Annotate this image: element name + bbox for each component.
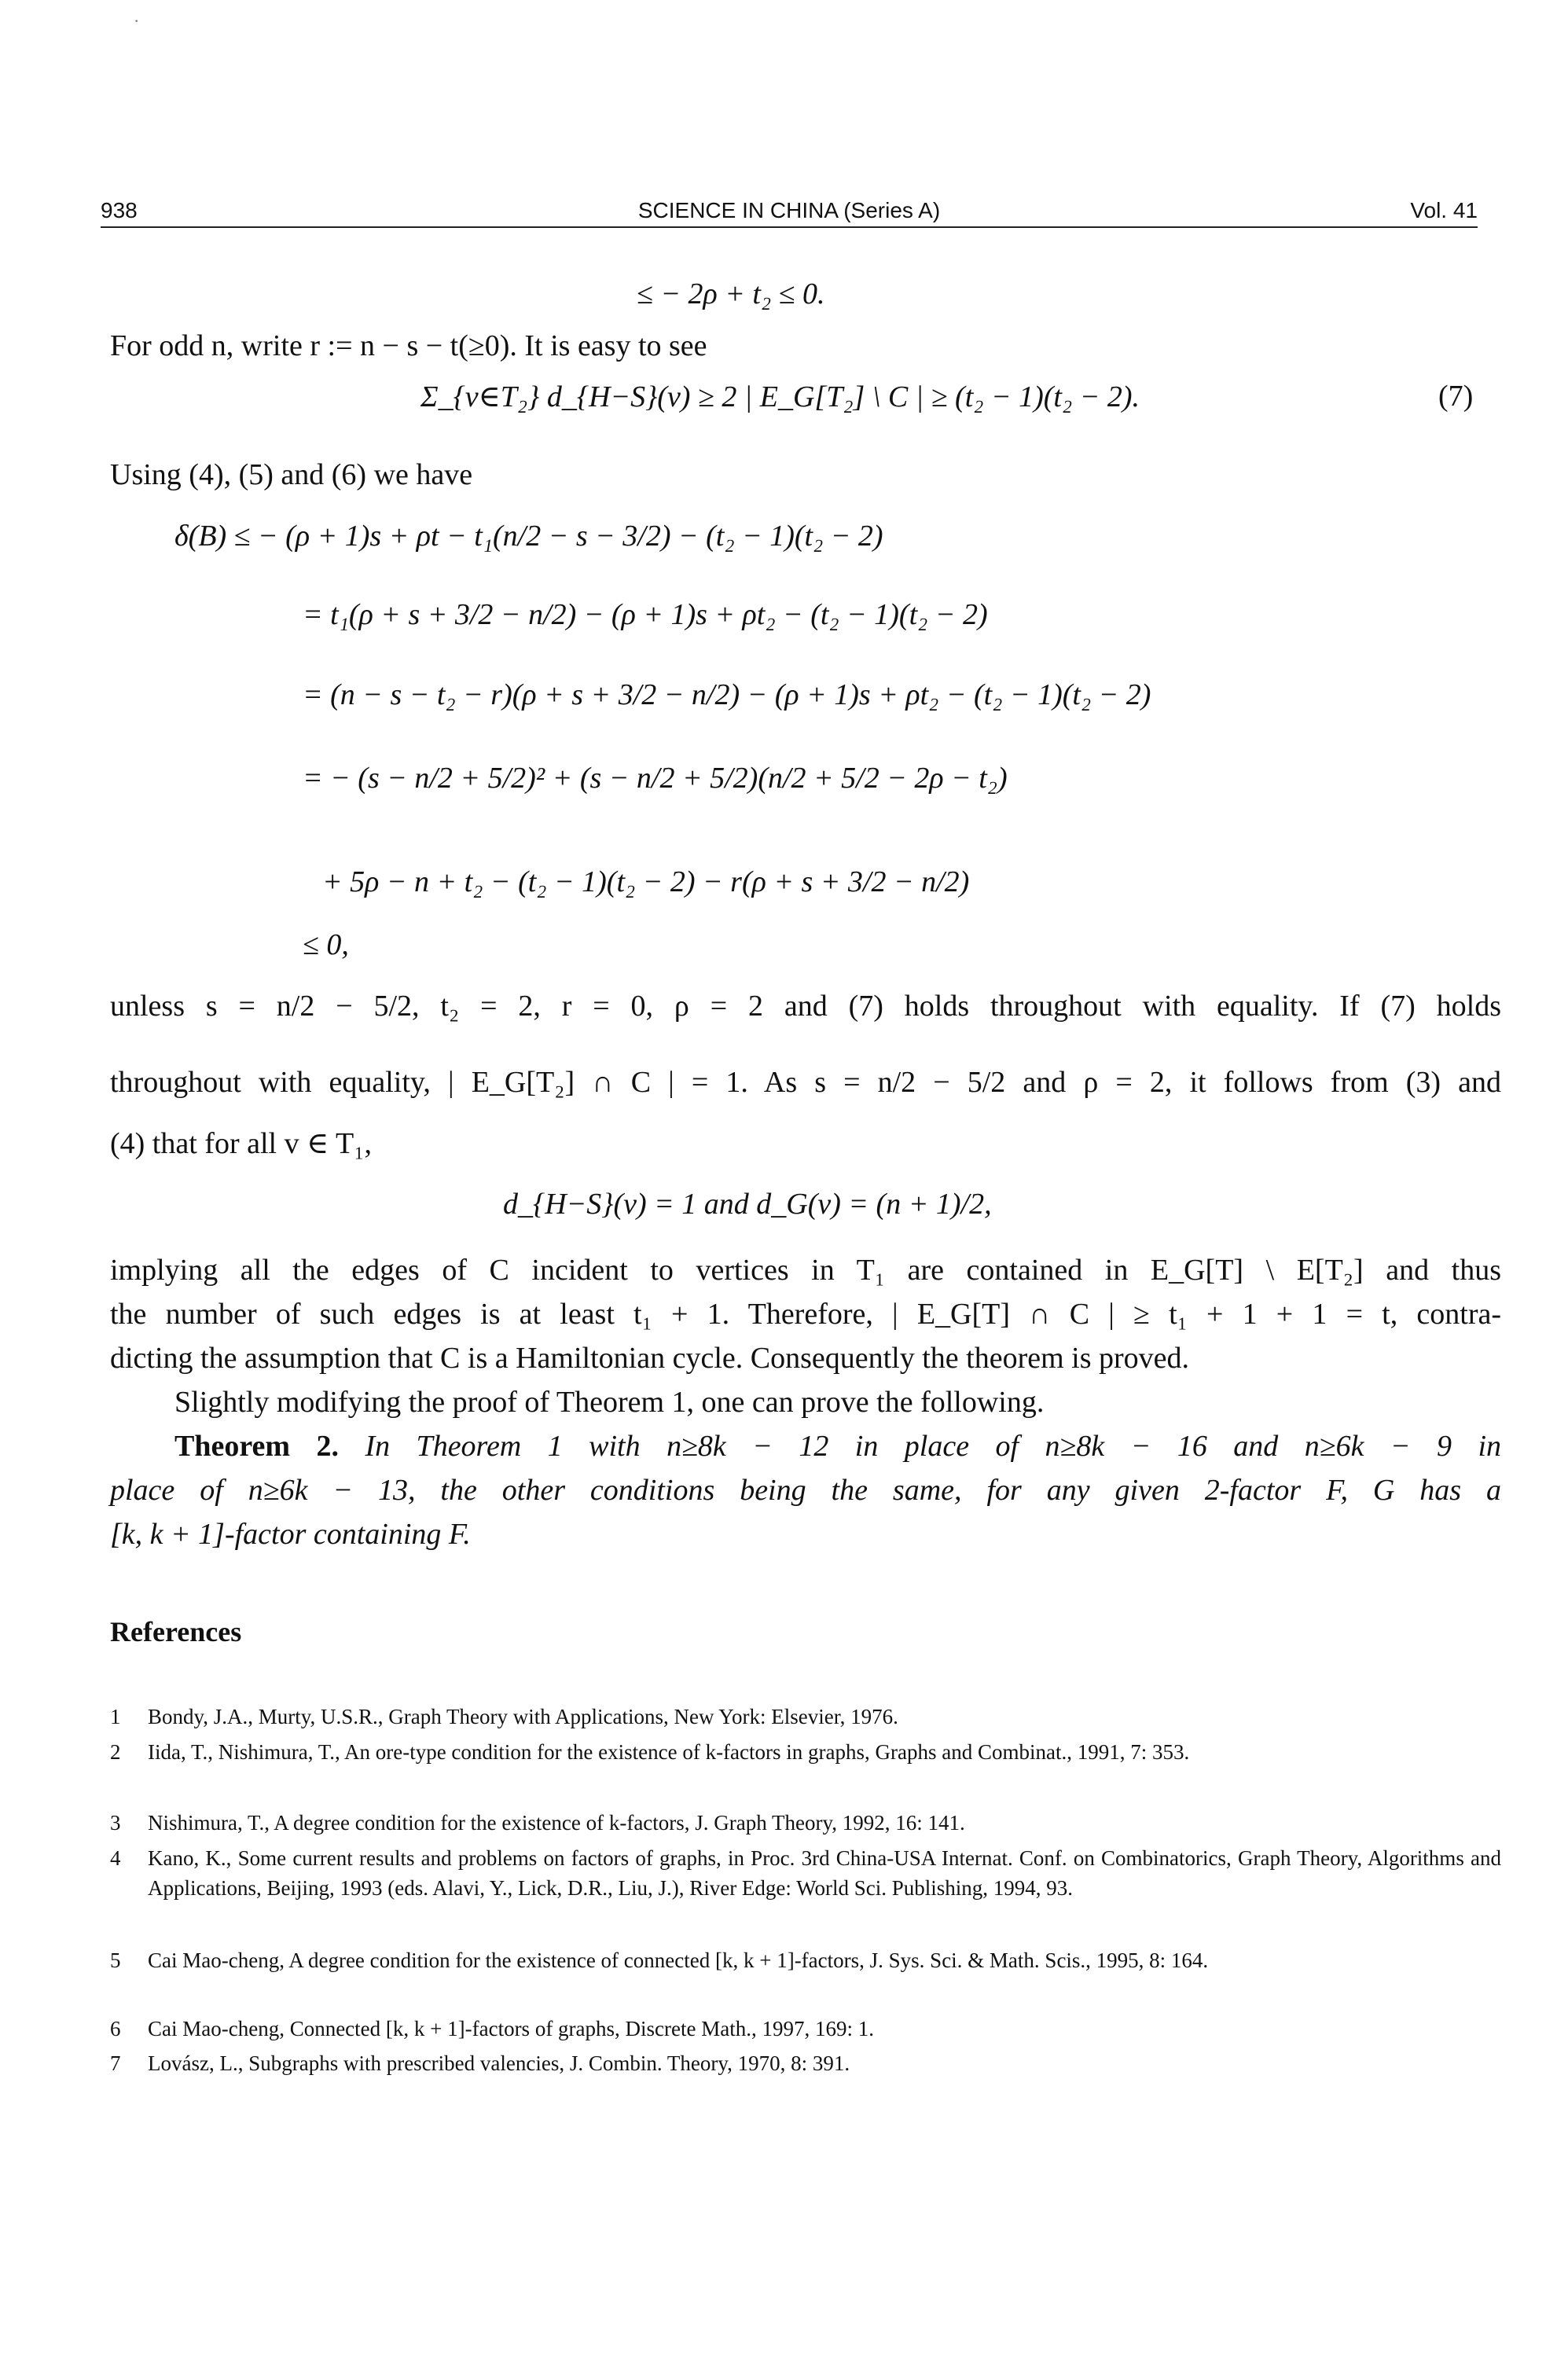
page-number: 938: [101, 198, 138, 222]
reference-text: Cai Mao-cheng, Connected [k, k + 1]-factors of graphs, Discrete Math., 1997, 169: 1.: [148, 2017, 874, 2040]
equation-number: (7): [1438, 380, 1474, 413]
text-line: For odd n, write r := n − s − t(≥0). It is easy to see: [110, 329, 707, 362]
reference-text: Iida, T., Nishimura, T., An ore-type condition for the existence of k-factors in graphs, Graphs and Combinat., 1991, 7: 353.: [148, 1740, 1190, 1764]
reference-item: [110, 1945, 1501, 1975]
paragraph-line: Slightly modifying the proof of Theorem 1, one can prove the following.: [174, 1386, 1045, 1419]
theorem-text: In Theorem 1 with n≥8k − 12 in place of n≥8k − 16 and n≥6k − 9 in: [365, 1430, 1501, 1463]
reference-number: 3: [110, 1811, 121, 1835]
reference-text: Lovász, L., Subgraphs with prescribed valencies, J. Combin. Theory, 1970, 8: 391.: [148, 2051, 850, 2075]
theorem-2-line-1: [174, 1429, 1501, 1464]
reference-item: [110, 1702, 1501, 1732]
reference-number: 2: [110, 1740, 121, 1764]
derivation-line-2: = t₁(ρ + s + 3/2 − n/2) − (ρ + 1)s + ρt₂ − (t₂ − 1)(t₂ − 2): [303, 598, 988, 631]
derivation-line-4: = − (s − n/2 + 5/2)² + (s − n/2 + 5/2)(n/2 + 5/2 − 2ρ − t₂): [303, 762, 1008, 795]
reference-number: 6: [110, 2017, 121, 2040]
reference-number: 5: [110, 1948, 121, 1972]
reference-item: [110, 2014, 1501, 2044]
reference-number: 7: [110, 2051, 121, 2075]
paragraph-line: unless s = n/2 − 5/2, t₂ = 2, r = 0, ρ = 2 and (7) holds throughout with equality. If (7) holds: [110, 990, 1501, 1023]
reference-item: [110, 1737, 1501, 1767]
paragraph-line: (4) that for all v ∈ T₁,: [110, 1127, 372, 1160]
paragraph-line: the number of such edges is at least t₁ + 1. Therefore, | E_G[T] ∩ C | ≥ t₁ + 1 + 1 = t, contra-: [110, 1298, 1501, 1331]
theorem-2-line-3: [k, k + 1]-factor containing F.: [110, 1518, 471, 1551]
reference-text: Kano, K., Some current results and problems on factors of graphs, in Proc. 3rd China-USA Internat. Conf. on Combinatorics, Graph Theory, Algorithms and Applications, Beijing, 1993 (eds. Alavi, Y., Lick, D.R., Liu, J.), River Edge: World Sci. Publishing, 1994, 93.: [148, 1846, 1501, 1900]
paragraph-line: implying all the edges of C incident to vertices in T₁ are contained in E_G[T] \ E[T₂] and thus: [110, 1254, 1501, 1287]
theorem-2-line-2: place of n≥6k − 13, the other conditions being the same, for any given 2-factor F, G has a: [110, 1474, 1501, 1507]
volume-label: Vol. 41: [1410, 198, 1478, 222]
text-line: Using (4), (5) and (6) we have: [110, 458, 473, 491]
reference-item: [110, 1843, 1501, 1903]
reference-text: Bondy, J.A., Murty, U.S.R., Graph Theory with Applications, New York: Elsevier, 1976.: [148, 1705, 898, 1728]
reference-number: 1: [110, 1705, 121, 1728]
derivation-line-6: ≤ 0,: [303, 928, 349, 961]
derivation-line-5: + 5ρ − n + t₂ − (t₂ − 1)(t₂ − 2) − r(ρ + s + 3/2 − n/2): [322, 865, 970, 898]
references-heading: References: [110, 1616, 242, 1647]
reference-text: Cai Mao-cheng, A degree condition for the existence of connected [k, k + 1]-factors, J. Sys. Sci. & Math. Scis., 1995, 8: 164.: [148, 1948, 1209, 1972]
reference-number: 4: [110, 1846, 121, 1870]
theorem-label: Theorem 2.: [174, 1430, 339, 1463]
reference-text: Nishimura, T., A degree condition for the existence of k-factors, J. Graph Theory, 1992, 16: 141.: [148, 1811, 965, 1835]
paragraph-line: dicting the assumption that C is a Hamiltonian cycle. Consequently the theorem is proved.: [110, 1342, 1190, 1375]
journal-title: SCIENCE IN CHINA (Series A): [637, 198, 941, 222]
scan-mark: ·: [134, 11, 140, 31]
equation-7: Σ_{v∈T₂} d_{H−S}(v) ≥ 2 | E_G[T₂] \ C | ≥ (t₂ − 1)(t₂ − 2).: [420, 380, 1140, 413]
reference-item: [110, 1808, 1501, 1838]
paragraph-line: throughout with equality, | E_G[T₂] ∩ C | = 1. As s = n/2 − 5/2 and ρ = 2, it follows from (3) and: [110, 1066, 1501, 1099]
derivation-line-3: = (n − s − t₂ − r)(ρ + s + 3/2 − n/2) − (ρ + 1)s + ρt₂ − (t₂ − 1)(t₂ − 2): [303, 678, 1151, 711]
degree-equation: d_{H−S}(v) = 1 and d_G(v) = (n + 1)/2,: [503, 1188, 992, 1221]
derivation-line-1: δ(B) ≤ − (ρ + 1)s + ρt − t₁(n/2 − s − 3/2) − (t₂ − 1)(t₂ − 2): [174, 520, 883, 553]
inequality-line: ≤ − 2ρ + t₂ ≤ 0.: [637, 277, 825, 310]
running-header: [101, 195, 1478, 228]
reference-item: [110, 2048, 1501, 2078]
